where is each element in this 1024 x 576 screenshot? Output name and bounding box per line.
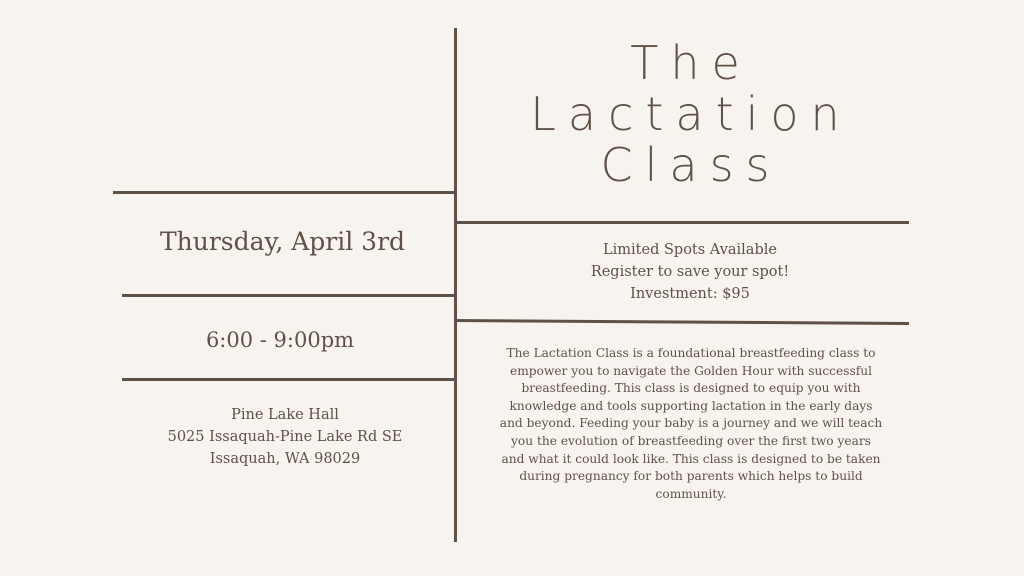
right-divider-top (454, 221, 909, 224)
event-time: 6:00 - 9:00pm (205, 328, 355, 352)
right-divider-bottom (454, 319, 909, 325)
title-line-2: Lactation (530, 87, 852, 141)
title-line-3: Class (600, 138, 782, 192)
left-divider-middle (122, 294, 457, 297)
venue-street: 5025 Issaquah-Pine Lake Rd SE (167, 429, 403, 445)
page-title (456, 38, 926, 191)
registration-info (470, 239, 910, 305)
left-divider-top (113, 191, 457, 194)
venue-city: Issaquah, WA 98029 (209, 451, 361, 467)
venue-name: Pine Lake Hall (231, 407, 339, 423)
register-call-to-action: Register to save your spot! (590, 264, 790, 280)
venue-address (120, 404, 450, 470)
price-text: Investment: $95 (630, 286, 750, 302)
left-divider-bottom (122, 378, 457, 381)
class-description (498, 345, 884, 503)
title-line-1: The (630, 36, 752, 90)
availability-text: Limited Spots Available (603, 242, 777, 258)
description-text: The Lactation Class is a foundational breastfeeding class to empower you to navigate the Golden Hour with successful breastfeeding. This class is designed to equip you with knowledge and tools supporting lactation in the early days and beyond. Feeding your baby is a journey and we will teach you the evolution of breastfeeding over the first two years and what it could look like. This class is designed to be taken during pregnancy for both parents which helps to build community. (499, 346, 883, 501)
event-date: Thursday, April 3rd (159, 227, 406, 256)
